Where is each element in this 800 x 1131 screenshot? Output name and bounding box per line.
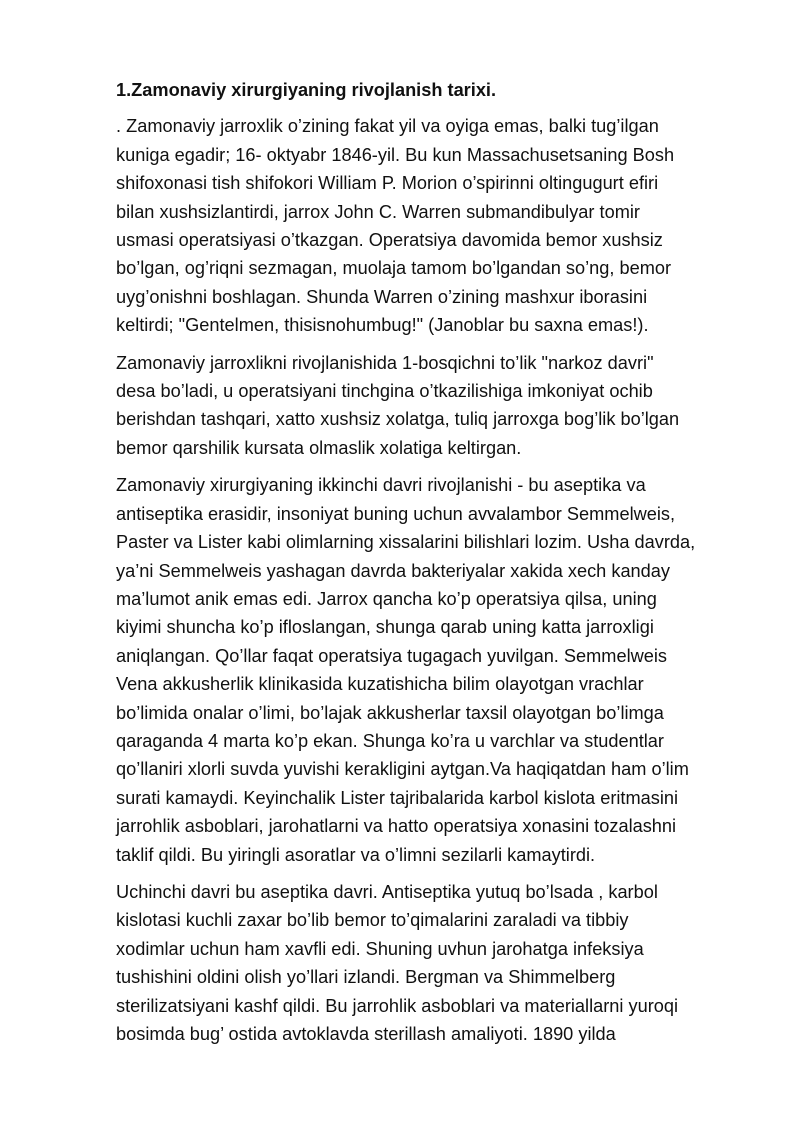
section-heading: 1.Zamonaviy xirurgiyaning rivojlanish tarixi. bbox=[116, 80, 497, 100]
paragraph-anesthesia-history: . Zamonaviy jarroxlik o’zining fakat yil va oyiga emas, balki tug’ilgan kuniga egadir; 16- oktyabr 1846-yil. Bu kun Massachusetsaning Bosh shifoxonasi tish shifokori William P. Morion o’spirinni oltingugurt efiri bilan xushsizlantirdi, jarrox John C. Warren submandibulyar tomir usmasi operatsiyasi o’tkazgan. Operatsiya davomida bemor xushsiz bo’lgan, og’riqni sezmagan, muolaja tamom bo’lgandan so’ng, bemor uyg’onishni boshlagan. Shunda Warren o’zining mashxur iborasini keltirdi; "Gentelmen, thisisnohumbug!" (Janoblar bu saxna emas!). bbox=[116, 116, 675, 336]
paragraph-aseptic-era: Uchinchi davri bu aseptika davri. Antiseptika yutuq bo’lsada , karbol kislotasi kuchli zaxar bo’lib bemor to’qimalarini zaraladi va tibbiy xodimlar uchun ham xavfli edi. Shuning uvhun jarohatga infeksiya tushishini oldini olish yo’llari izlandi. Bergman va Shimmelberg sterilizatsiyani kashf qildi. Bu jarrohlik asboblari va materiallarni yuroqi bosimda bug’ ostida avtoklavda sterillash amaliyoti. 1890 yilda bbox=[116, 881, 679, 1044]
paragraph-narcosis-era: Zamonaviy jarroxlikni rivojlanishida 1-bosqichni to’lik "narkoz davri" desa bo’ladi, u operatsiyani tinchgina o’tkazilishiga imkoniyat ochib berishdan tashqari, xatto xushsiz xolatga, tuliq jarroxga bog’lik bo’lgan bemor qarshilik kursata olmaslik xolatiga keltirgan. bbox=[116, 352, 680, 458]
document-body bbox=[116, 76, 746, 1057]
paragraph-antiseptic-era: Zamonaviy xirurgiyaning ikkinchi davri rivojlanishi - bu aseptika va antiseptika erasidir, insoniyat buning uchun avvalambor Semmelweis, Paster va Lister kabi olimlarning xissalarini bilishlari lozim. Usha davrda, ya’ni Semmelweis yashagan davrda bakteriyalar xakida xech kanday ma’lumot anik emas edi. Jarrox qancha ko’p operatsiya qilsa, uning kiyimi shuncha ko’p ifloslangan, shunga qarab uning katta jarroxligi aniqlangan. Qo’llar faqat operatsiya tugagach yuvilgan. Semmelweis Vena akkusherlik klinikasida kuzatishicha bilim olayotgan vrachlar bo’limida onalar o’limi, bo’lajak akkusherlar taxsil olayotgan bo’limga qaraganda 4 marta ko’p ekan. Shunga ko’ra u varchlar va studentlar qo’llaniri xlorli suvda yuvishi kerakligini aytgan.Va haqiqatdan ham o’lim surati kamaydi. Keyinchalik Lister tajribalarida karbol kislota eritmasini jarrohlik asboblari, jarohatlarni va hatto operatsiya xonasini tozalashni taklif qildi. Bu yiringli asoratlar va o’limni sezilarli kamaytirdi. bbox=[116, 475, 696, 865]
